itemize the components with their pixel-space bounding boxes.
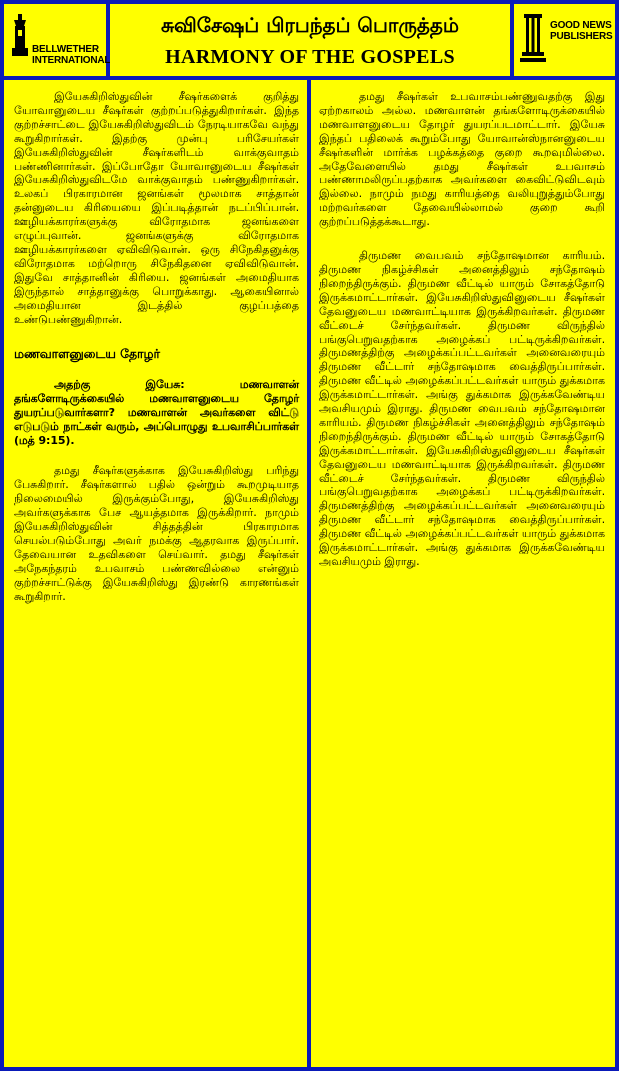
title-tamil: சுவிசேஷப் பிரபந்தப் பொருத்தம் bbox=[160, 13, 460, 37]
good-news-logo-text: GOOD NEWS PUBLISHERS bbox=[550, 20, 613, 42]
good-news-logo bbox=[520, 14, 612, 68]
scripture-verse: அதற்கு இயேசு: மணவாளன் தங்களோடிருக்கையில் மணவாளனுடைய தோழர் துயரப்படுவார்களா? மணவாளன் அவர்களை விட்டு எடுபடும் நாட்கள் வரும், அப்பொழுது உபவாசிப்பார்கள் (மத் 9:15). bbox=[14, 378, 299, 448]
bell-tower-icon bbox=[10, 14, 30, 56]
bellwether-logo bbox=[10, 14, 111, 68]
pillar-icon bbox=[520, 14, 546, 68]
header-title-panel bbox=[110, 4, 510, 76]
right-column bbox=[311, 80, 615, 1067]
header-right-panel bbox=[514, 4, 615, 76]
bellwether-logo-text: BELLWETHER INTERNATIONAL bbox=[32, 44, 111, 66]
left-paragraph-1: இயேசுகிறிஸ்துவின் சீஷர்களைக் குறித்து யோவானுடைய சீஷர்கள் குற்றப்படுத்துகிறார்கள். இந்த குற்றச்சாட்டை இயேசுகிறிஸ்துவிடம் நேரடியாகவே வந்து கூறுகிறார்கள். இதற்கு முன்பு பரிசேயர்கள் இயேசுகிறிஸ்துவின் சீஷர்களிடம் வாக்குவாதம் பண்ணினார்கள். இப்போதோ யோவானுடைய சீஷர்கள் இயேசுகிறிஸ்துவிடமே வாக்குவாதம் பண்ணுகிறார்கள். உலகப் பிரகாரமான ஜனங்கள் மூலமாக சாத்தான் தன்னுடைய கிரியையை இப்படித்தான் நடப்பிப்பான். ஊழியக்காரர்களுக்கு விரோதமாக ஜனங்களை எழுப்புவான். ஜனங்களுக்கு விரோதமாக ஊழியக்காரர்களை ஏவிவிடுவான். ஒரு சிநேகிதனுக்கு விரோதமாக மற்றொரு சிநேகிதனை ஏவிவிடுவான். இதுவே சாத்தானின் கிரியை. ஜனங்கள் அமைதியாக இருந்தால் சாத்தானுக்கு பொறுக்காது. ஆகையினால் அமைதியான இடத்தில் குழப்பத்தை உண்டுபண்ணுகிறான். bbox=[14, 90, 299, 326]
left-paragraph-2: தமது சீஷர்களுக்காக இயேசுகிறிஸ்து பரிந்து பேசுகிறார். சீஷர்களால் பதில் ஒன்றும் கூறமுடியாத நிலைமையில் இருக்கும்போது, இயேசுகிறிஸ்து அவர்களுக்காக பேச ஆயத்தமாக இருக்கிறார். நாமும் இயேசுகிறிஸ்துவின் சித்தத்தின் பிரகாரமாக செயல்படும்போது அவர் நமக்கு ஆதரவாக இருப்பார். தேவையான உதவிகளை செய்வார். தமது சீஷர்கள் அநேகந்தரம் உபவாசம் பண்ணவில்லை என்னும் குற்றச்சாட்டுக்கு இயேசுகிறிஸ்து இரண்டு காரணங்கள் கூறுகிறார். bbox=[14, 464, 299, 603]
title-english: HARMONY OF THE GOSPELS bbox=[165, 46, 455, 68]
right-paragraph-2: திருமண வைபவம் சந்தோஷமான காரியம். திருமண நிகழ்ச்சிகள் அனைத்திலும் சந்தோஷம் நிறைந்திருக்கும். திருமண வீட்டில் யாரும் சோகத்தோடு இருக்கமாட்டார்கள். இயேசுகிறிஸ்துவினுடைய சீஷர்கள் தேவனுடைய மணவாட்டியாக இருக்கிறவர்கள். திருமண வீட்டைச் சேர்ந்தவர்கள். திருமண விருந்தில் பங்குபெறுவதற்காக அழைக்கப் பட்டிருக்கிறவர்கள். திருமணத்திற்கு அழைக்கப்பட்டவர்கள் அனைவரையும் திருமண வீட்டார் சந்தோஷமாக வைத்திருப்பார்கள். திருமண வீட்டில் அழைக்கப்பட்டவர்கள் யாரும் துக்கமாக இருக்கமாட்டார்கள். அங்கு துக்கமாக இருக்கவேண்டிய அவசியமும் இராது. திருமண வைபவம் சந்தோஷமான காரியம். திருமண நிகழ்ச்சிகள் அனைத்திலும் சந்தோஷம் நிறைந்திருக்கும். திருமண வீட்டில் யாரும் சோகத்தோடு இருக்கமாட்டார்கள். இயேசுகிறிஸ்துவினுடைய சீஷர்கள் தேவனுடைய மணவாட்டியாக இருக்கிறவர்கள். திருமண வீட்டைச் சேர்ந்தவர்கள். திருமண விருந்தில் பங்குபெறுவதற்காக அழைக்கப் பட்டிருக்கிறவர்கள். திருமணத்திற்கு அழைக்கப்பட்டவர்கள் அனைவரையும் திருமண வீட்டார் சந்தோஷமாக வைத்திருப்பார்கள். திருமண வீட்டில் அழைக்கப்பட்டவர்கள் யாரும் துக்கமாக இருக்கமாட்டார்கள். அங்கு துக்கமாக இருக்கவேண்டிய அவசியமும் இராது. bbox=[319, 249, 605, 568]
header-left-panel bbox=[4, 4, 111, 76]
left-column bbox=[4, 80, 307, 1067]
section-heading: மணவாளனுடைய தோழர் bbox=[14, 346, 160, 362]
right-paragraph-1: தமது சீஷர்கள் உபவாசம்பண்ணுவதற்கு இது ஏற்றகாலம் அல்ல. மணவாளன் தங்களோடிருக்கையில் மணவாளனுடைய தோழர் துயரப்படமாட்டார். இயேசு இந்தப் பதிலைக் கூறும்போது யோவான்ஸ்நானனுடைய சீஷர்களின் மார்க்க பழக்கத்தை குறை கூறவுமில்லை. அதேவேளையில் தமது சீஷர்கள் உபவாசம் பண்ணாமலிருப்பதற்காக அவர்களை கைவிட்டுவிடவும் இல்லை. நாமும் நமது காரியத்தை வலியுறுத்தும்போது மற்றவர்களை தேவையில்லாமல் குறை கூறி குற்றப்படுத்தக்கூடாது. bbox=[319, 90, 605, 229]
